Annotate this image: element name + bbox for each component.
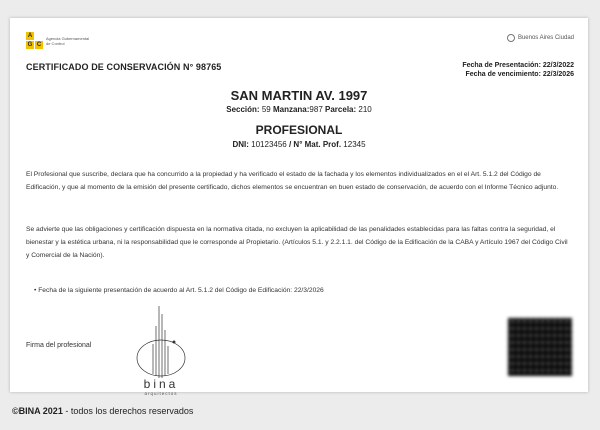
ba-logo-icon [507,34,515,42]
expiry-date: Fecha de vencimiento: 22/3/2026 [465,70,574,78]
certificate-card [10,18,588,396]
signature-label: Firma del profesional [26,342,92,349]
certificate-title: CERTIFICADO DE CONSERVACIÓN N° 98765 [26,62,222,72]
footer-rights: - todos los derechos reservados [65,406,194,416]
bina-signature-icon [137,306,185,378]
role-heading: PROFESIONAL [255,123,343,137]
next-presentation-text: Fecha de la siguiente presentación de acuerdo al Art. 5.1.2 del Código de Edificación: 22/3/2026 [38,287,324,294]
warning-paragraph: Se advierte que las obligaciones y certificación dispuesta en la normativa citada, no excluyen la aplicabilidad de las penalidades establecidas para las faltas contra la seguridad, el bienestar y la estética urbana, ni la responsabilidad que le corresponde al Propietario. (Artículos 5.1. y 2.2.1.1. del Código de la Edificación de la CABA y Artículo 1967 del Código Civil y Comercial de la Nación). [26,226,568,259]
bina-logo [128,300,194,396]
agc-logo-grid [26,32,43,49]
agc-logo-letter [35,32,43,40]
block-value: 987 [309,105,323,114]
agc-logo-text: Agencia Gubernamental de Control [46,35,90,46]
page-footer [12,406,193,416]
professional-ids [10,140,588,149]
bullet-icon: • [34,287,39,294]
block-label: Manzana: [272,105,310,114]
qr-code[interactable] [508,318,572,376]
bina-logo-sub: arquitectos [144,391,178,396]
certificate-dates [462,62,574,79]
next-presentation-item [34,284,580,297]
parcel-label: Parcela: [325,105,357,114]
ba-logo [507,34,574,42]
section-label: Sección: [226,105,260,114]
ba-logo-text: Buenos Aires Ciudad [517,35,574,41]
parcel-value: 210 [358,105,372,114]
section-value: 59 [261,105,271,114]
mat-value: 12345 [343,140,366,149]
presentation-date: Fecha de Presentación: 22/3/2022 [462,62,574,69]
footer-brand: ©BINA 2021 [12,406,63,416]
agc-logo [26,32,90,49]
agc-logo-letter: C [36,42,42,48]
mat-label: / N° Mat. Prof. [288,140,342,149]
bina-logo-name: bina [143,377,179,391]
property-address: SAN MARTIN AV. 1997 [230,88,368,103]
agc-logo-letter: G [27,42,33,48]
agc-logo-letter: A [27,33,33,39]
declaration-paragraph: El Profesional que suscribe, declara que ha concurrido a la propiedad y ha verificado el estado de la fachada y los elementos individualizados en el el Art. 5.1.2 del Código de Edificación, y que al momento de la emisión del presente certificado, dichos elementos se encuentran en buen estado de conservación, de acuerdo con el Informe Técnico adjunto. [26,171,559,191]
dni-value: 10123456 [251,140,287,149]
cadastral-info [10,105,588,114]
dni-label: DNI: [232,140,249,149]
